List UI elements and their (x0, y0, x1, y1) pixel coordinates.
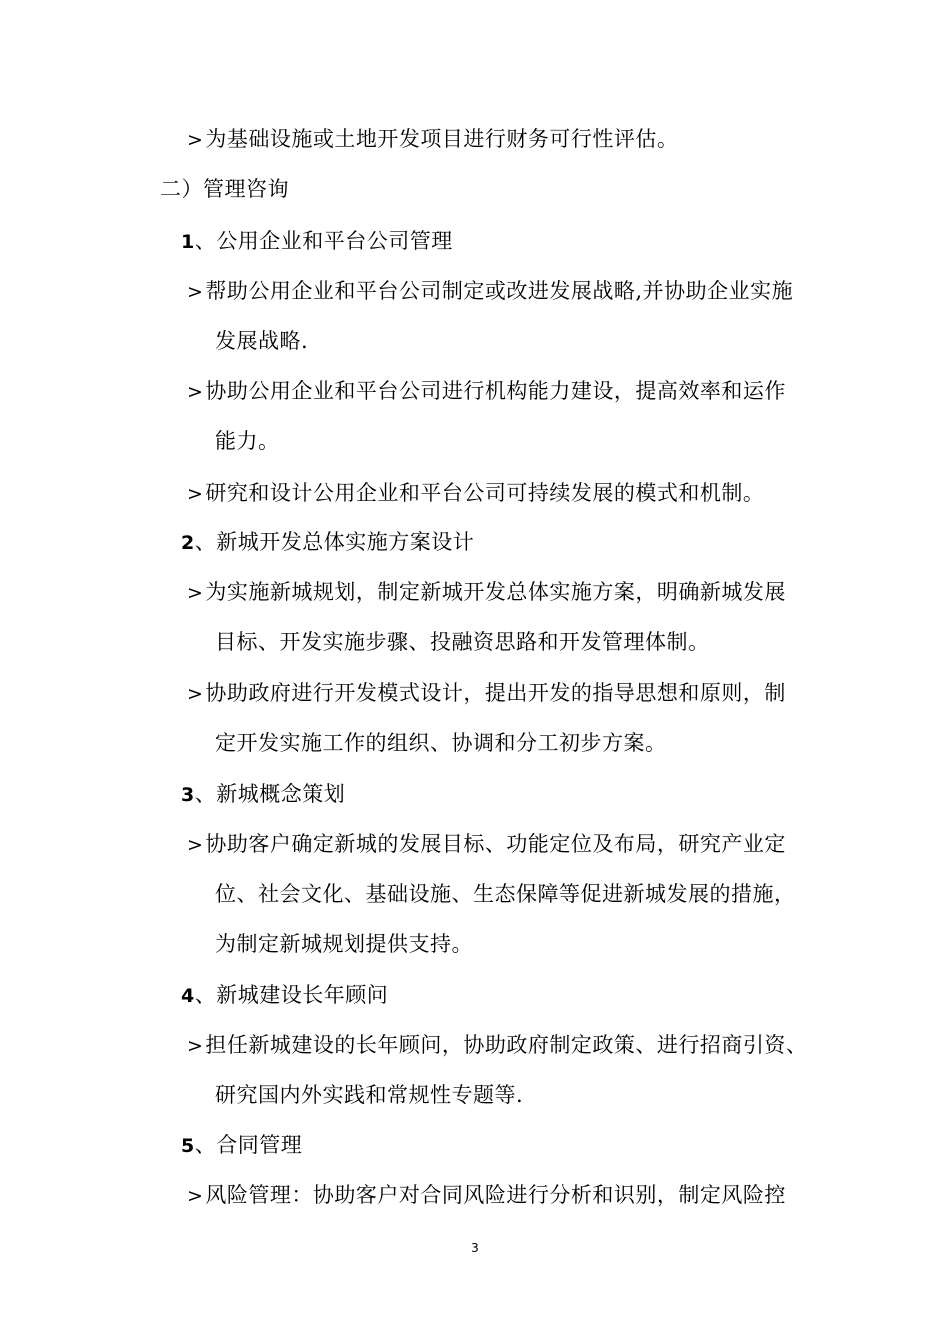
bullet-line (187, 1030, 807, 1061)
subsection-number: 4 (181, 985, 195, 1007)
bullet-marker: > (187, 834, 204, 856)
bullet-line (187, 376, 786, 407)
bullet-text: 目标、开发实施步骤、投融资思路和开发管理体制。 (215, 630, 710, 654)
bullet-marker: > (187, 129, 204, 151)
subsection-number: 5 (181, 1135, 195, 1157)
subsection-number: 2 (181, 532, 195, 554)
bullet-marker: > (187, 483, 204, 505)
bullet-text: 发展战略. (215, 329, 309, 353)
bullet-text: 定开发实施工作的组织、协调和分工初步方案。 (215, 731, 667, 755)
bullet-text: 研究国内外实践和常规性专题等. (215, 1083, 524, 1107)
bullet-text: 研究和设计公用企业和平台公司可持续发展的模式和机制。 (205, 481, 765, 505)
subsection-number: 3 (181, 784, 195, 806)
bullet-continuation (215, 1080, 523, 1110)
subsection-title: 、合同管理 (194, 1133, 303, 1157)
bullet-continuation (215, 879, 796, 909)
page-number: 3 (471, 1241, 479, 1255)
bullet-line (187, 829, 786, 860)
bullet-line (187, 577, 786, 608)
subsection-heading (181, 226, 453, 257)
bullet-text: 为基础设施或土地开发项目进行财务可行性评估。 (205, 127, 679, 151)
bullet-continuation (215, 426, 280, 456)
bullet-marker: > (187, 1185, 204, 1207)
bullet-continuation (215, 326, 308, 356)
bullet-line (187, 678, 786, 709)
bullet-text: 风险管理：协助客户对合同风险进行分析和识别，制定风险控 (205, 1183, 786, 1207)
subsection-heading (181, 527, 474, 558)
bullet-line (187, 478, 764, 509)
bullet-text: 帮助公用企业和平台公司制定或改进发展战略,并协助企业实施 (205, 279, 794, 303)
bullet-text: 为制定新城规划提供支持。 (215, 932, 473, 956)
bullet-text: 为实施新城规划，制定新城开发总体实施方案，明确新城发展 (205, 580, 786, 604)
bullet-text: 协助公用企业和平台公司进行机构能力建设，提高效率和运作 (205, 379, 786, 403)
bullet-text: 协助政府进行开发模式设计，提出开发的指导思想和原则，制 (205, 681, 786, 705)
bullet-continuation (215, 728, 667, 758)
bullet-text: 位、社会文化、基础设施、生态保障等促进新城发展的措施， (215, 882, 796, 906)
bullet-marker: > (187, 281, 204, 303)
subsection-title: 、公用企业和平台公司管理 (194, 229, 453, 253)
bullet-line (187, 124, 678, 155)
bullet-text: 协助客户确定新城的发展目标、功能定位及布局，研究产业定 (205, 832, 786, 856)
section-heading (160, 174, 289, 204)
bullet-marker: > (187, 381, 204, 403)
subsection-number: 1 (181, 231, 195, 253)
bullet-line (187, 276, 793, 307)
subsection-heading (181, 779, 345, 810)
section-heading-text: 二）管理咨询 (160, 177, 289, 201)
subsection-title: 、新城建设长年顾问 (194, 983, 389, 1007)
bullet-continuation (215, 929, 473, 959)
bullet-marker: > (187, 683, 204, 705)
bullet-text: 担任新城建设的长年顾问，协助政府制定政策、进行招商引资、 (205, 1033, 808, 1057)
bullet-text: 能力。 (215, 429, 280, 453)
bullet-marker: > (187, 1035, 204, 1057)
subsection-heading (181, 1130, 302, 1161)
subsection-title: 、新城概念策划 (194, 782, 346, 806)
subsection-heading (181, 980, 388, 1011)
subsection-title: 、新城开发总体实施方案设计 (194, 530, 475, 554)
bullet-line (187, 1180, 786, 1211)
bullet-continuation (215, 627, 710, 657)
bullet-marker: > (187, 582, 204, 604)
